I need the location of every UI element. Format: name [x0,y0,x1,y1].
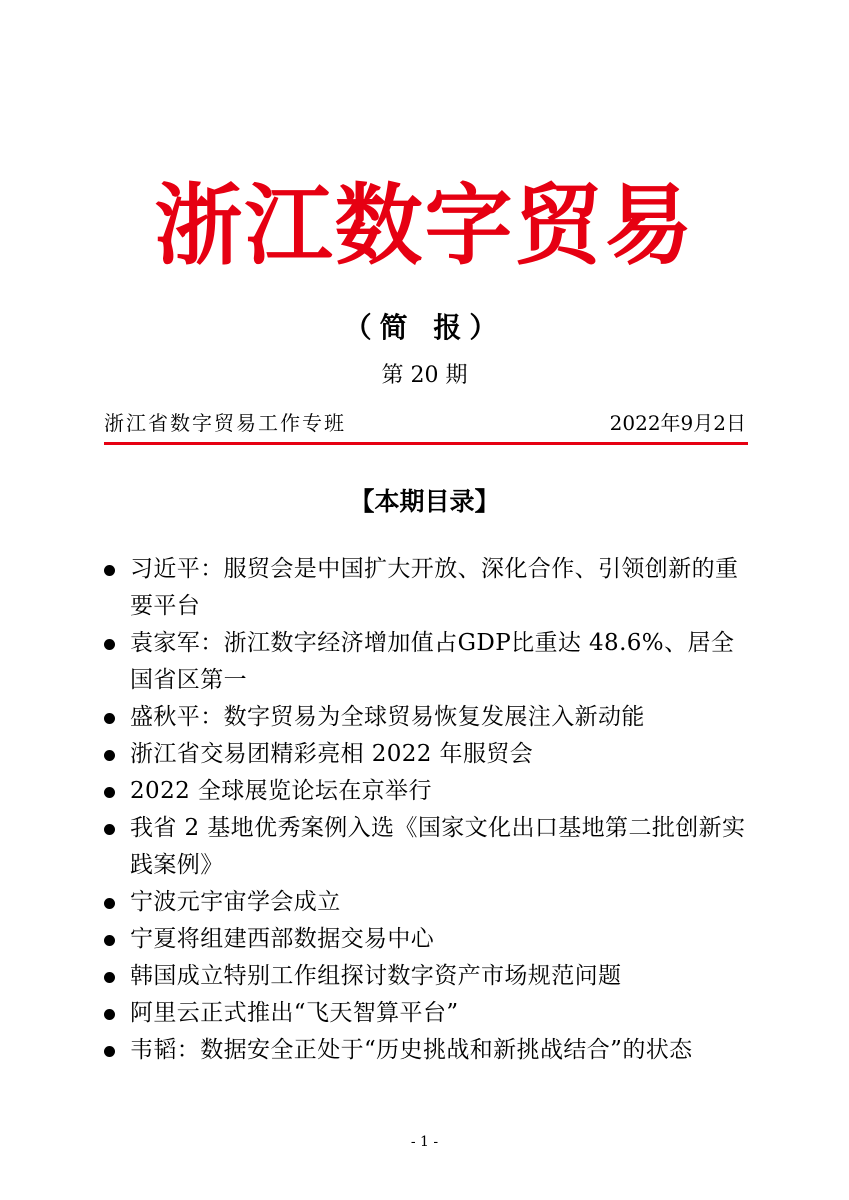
bullet-icon [104,1046,115,1057]
toc-item-text: 阿里云正式推出“飞天智算平台” [130,1000,459,1026]
bullet-icon [104,898,115,909]
toc-item-text: 我省 2 基地优秀案例入选《国家文化出口基地第二批创新实践案例》 [130,815,746,878]
bullet-icon [104,713,115,724]
toc-item-text: 宁波元宇宙学会成立 [130,889,341,915]
toc-item[interactable] [104,551,754,625]
toc-item[interactable] [104,995,754,1032]
toc-list [104,551,754,1069]
bullet-icon [104,935,115,946]
toc-item-text: 韦韬：数据安全正处于“历史挑战和新挑战结合”的状态 [130,1037,693,1063]
bullet-icon [104,972,115,983]
toc-heading: 【本期目录】 [349,487,500,516]
issue-date: 2022年9月2日 [609,411,746,435]
toc-item[interactable] [104,884,754,921]
issuer-row [104,406,746,440]
issuer-name: 浙江省数字贸易工作专班 [104,411,346,435]
issue-number: 第 20 期 [381,363,468,388]
bullet-icon [104,1009,115,1020]
toc-item[interactable] [104,921,754,958]
masthead-title: 浙江数字贸易 [154,173,695,277]
toc-item[interactable] [104,699,754,736]
toc-item[interactable] [104,810,754,884]
bullet-icon [104,639,115,650]
bullet-icon [104,824,115,835]
toc-item[interactable] [104,773,754,810]
subtitle: （简 报） [343,311,506,344]
red-divider [104,442,748,445]
bullet-icon [104,750,115,761]
toc-item-text: 盛秋平：数字贸易为全球贸易恢复发展注入新动能 [130,704,645,730]
page-number: - 1 - [410,1134,439,1150]
bullet-icon [104,787,115,798]
toc-item-text: 2022 全球展览论坛在京举行 [130,778,432,804]
toc-item[interactable] [104,625,754,699]
toc-item-text: 袁家军：浙江数字经济增加值占GDP比重达 48.6%、居全国省区第一 [130,630,735,693]
toc-item[interactable] [104,958,754,995]
bullet-icon [104,565,115,576]
toc-item-text: 浙江省交易团精彩亮相 2022 年服贸会 [130,741,534,767]
toc-item-text: 韩国成立特别工作组探讨数字资产市场规范问题 [130,963,622,989]
toc-item[interactable] [104,1032,754,1069]
toc-item-text: 习近平：服贸会是中国扩大开放、深化合作、引领创新的重要平台 [130,556,739,619]
toc-item[interactable] [104,736,754,773]
toc-item-text: 宁夏将组建西部数据交易中心 [130,926,435,952]
